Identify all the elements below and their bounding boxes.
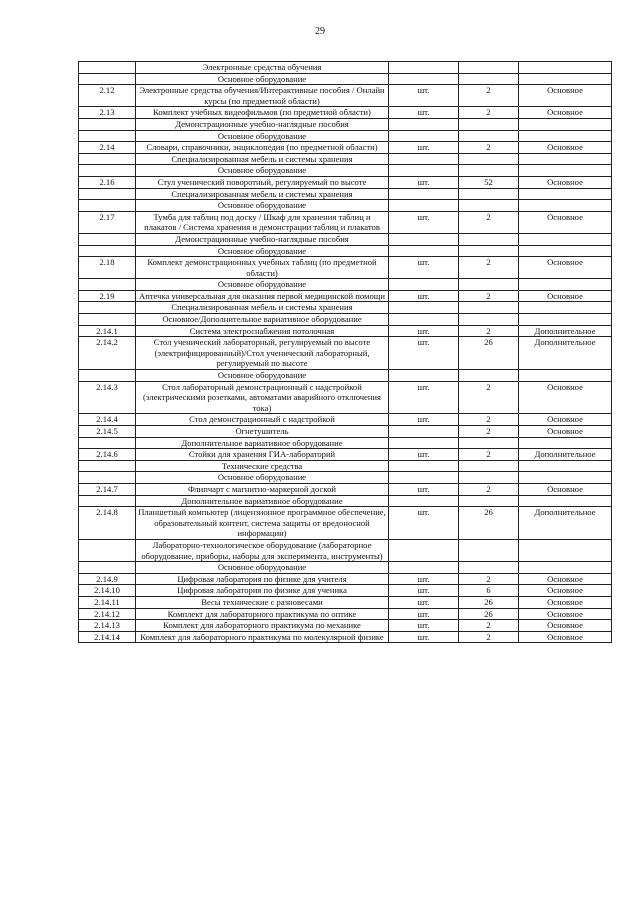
unit-cell [389,279,459,291]
type-cell [519,314,612,326]
section-row [79,302,612,314]
quantity-cell [459,472,519,484]
unit-cell: шт. [389,620,459,632]
table-row [79,573,612,585]
section-title: Основное оборудование [136,245,389,257]
table-row [79,507,612,540]
quantity-cell [459,188,519,200]
type-cell [519,472,612,484]
unit-cell [389,200,459,212]
quantity-cell [459,495,519,507]
unit-cell: шт. [389,483,459,495]
table-row [79,337,612,370]
table-row [79,449,612,461]
unit-cell [389,233,459,245]
item-name: Аптечка универсальная для оказания первой медицинской помощи [136,290,389,302]
number-cell [79,539,136,561]
type-cell [519,279,612,291]
section-row [79,153,612,165]
item-number: 2.14.14 [79,631,136,643]
item-name: Комплект для лабораторного практикума по молекулярной физике [136,631,389,643]
item-name: Флипчарт с магнитно-маркерной доской [136,483,389,495]
unit-cell: шт. [389,325,459,337]
quantity-cell [459,118,519,130]
item-number: 2.14.7 [79,483,136,495]
type-cell [519,130,612,142]
unit-cell [389,426,459,438]
table-row [79,381,612,414]
unit-cell [389,188,459,200]
type-cell [519,562,612,574]
item-number: 2.17 [79,211,136,233]
item-name: Цифровая лаборатория по физике для учителя [136,573,389,585]
quantity-cell: 26 [459,596,519,608]
table-row [79,620,612,632]
quantity-cell [459,73,519,85]
unit-cell [389,245,459,257]
type-cell: Основное [519,414,612,426]
section-row [79,73,612,85]
type-cell: Основное [519,596,612,608]
number-cell [79,188,136,200]
unit-cell [389,437,459,449]
item-name: Весы технические с разновесами [136,596,389,608]
section-title: Специализированная мебель и системы хранения [136,302,389,314]
quantity-cell [459,539,519,561]
table-row [79,426,612,438]
unit-cell: шт. [389,573,459,585]
type-cell [519,62,612,74]
section-row [79,437,612,449]
type-cell: Основное [519,85,612,107]
type-cell: Основное [519,176,612,188]
type-cell [519,165,612,177]
number-cell [79,437,136,449]
section-title: Специализированная мебель и системы хранения [136,153,389,165]
quantity-cell: 6 [459,585,519,597]
quantity-cell: 2 [459,211,519,233]
number-cell [79,245,136,257]
quantity-cell [459,437,519,449]
section-row [79,370,612,382]
section-row [79,62,612,74]
quantity-cell: 2 [459,107,519,119]
unit-cell [389,562,459,574]
unit-cell: шт. [389,142,459,154]
unit-cell: шт. [389,414,459,426]
item-name: Стол демонстрационный с надстройкой [136,414,389,426]
unit-cell [389,370,459,382]
type-cell [519,153,612,165]
section-title: Основное оборудование [136,73,389,85]
table-row [79,176,612,188]
number-cell [79,314,136,326]
table-row [79,483,612,495]
type-cell [519,245,612,257]
type-cell: Дополнительное [519,449,612,461]
unit-cell: шт. [389,507,459,540]
section-row [79,245,612,257]
unit-cell: шт. [389,290,459,302]
type-cell: Основное [519,142,612,154]
quantity-cell: 2 [459,142,519,154]
item-number: 2.13 [79,107,136,119]
number-cell [79,279,136,291]
quantity-cell [459,314,519,326]
quantity-cell: 26 [459,337,519,370]
item-number: 2.14.11 [79,596,136,608]
section-title: Основное оборудование [136,200,389,212]
number-cell [79,153,136,165]
section-row [79,165,612,177]
quantity-cell: 26 [459,608,519,620]
item-name: Система электроснабжения потолочная [136,325,389,337]
section-title: Электронные средства обучения [136,62,389,74]
quantity-cell [459,245,519,257]
section-row [79,495,612,507]
type-cell: Основное [519,257,612,279]
item-name: Стол ученический лабораторный, регулируемый по высоте (электрифицированный)/Стол ученический лабораторный, регулируемый по высоте [136,337,389,370]
quantity-cell [459,562,519,574]
item-number: 2.19 [79,290,136,302]
unit-cell: шт. [389,257,459,279]
item-name: Стол лабораторный демонстрационный с надстройкой (электрическими розетками, автоматами аварийного отключения тока) [136,381,389,414]
table-row [79,257,612,279]
section-title: Основное/Дополнительное вариативное оборудование [136,314,389,326]
type-cell [519,460,612,472]
type-cell: Основное [519,483,612,495]
type-cell: Основное [519,426,612,438]
table-row [79,631,612,643]
item-name: Огнетушитель [136,426,389,438]
section-row [79,188,612,200]
type-cell: Основное [519,608,612,620]
unit-cell [389,165,459,177]
item-name: Стойки для хранения ГИА-лабораторий [136,449,389,461]
section-title: Демонстрационные учебно-наглядные пособия [136,233,389,245]
type-cell: Основное [519,290,612,302]
item-name: Тумба для таблиц под доску / Шкаф для хранения таблиц и плакатов / Система хранения и демонстрации таблиц и плакатов [136,211,389,233]
number-cell [79,495,136,507]
number-cell [79,130,136,142]
type-cell: Дополнительное [519,325,612,337]
unit-cell [389,495,459,507]
table-row [79,325,612,337]
type-cell: Дополнительное [519,337,612,370]
quantity-cell [459,460,519,472]
table-row [79,107,612,119]
type-cell [519,539,612,561]
table-row [79,414,612,426]
table-row [79,211,612,233]
type-cell [519,200,612,212]
unit-cell [389,472,459,484]
number-cell [79,562,136,574]
item-number: 2.14.8 [79,507,136,540]
item-number: 2.12 [79,85,136,107]
number-cell [79,73,136,85]
quantity-cell: 2 [459,85,519,107]
section-row [79,472,612,484]
item-number: 2.14.13 [79,620,136,632]
quantity-cell: 2 [459,325,519,337]
quantity-cell: 2 [459,449,519,461]
type-cell: Основное [519,381,612,414]
quantity-cell [459,302,519,314]
section-title: Демонстрационные учебно-наглядные пособия [136,118,389,130]
item-number: 2.14.9 [79,573,136,585]
quantity-cell: 2 [459,426,519,438]
type-cell: Основное [519,211,612,233]
quantity-cell [459,279,519,291]
section-row [79,233,612,245]
type-cell [519,437,612,449]
item-number: 2.14.2 [79,337,136,370]
quantity-cell [459,200,519,212]
item-name: Комплект демонстрационных учебных таблиц (по предметной области) [136,257,389,279]
item-number: 2.14 [79,142,136,154]
item-number: 2.18 [79,257,136,279]
quantity-cell [459,370,519,382]
quantity-cell: 2 [459,414,519,426]
type-cell: Основное [519,585,612,597]
number-cell [79,460,136,472]
unit-cell: шт. [389,337,459,370]
section-row [79,562,612,574]
quantity-cell: 2 [459,381,519,414]
table-row [79,142,612,154]
item-number: 2.14.10 [79,585,136,597]
unit-cell: шт. [389,608,459,620]
section-title: Основное оборудование [136,279,389,291]
unit-cell [389,73,459,85]
number-cell [79,370,136,382]
section-title: Основное оборудование [136,130,389,142]
item-name: Стул ученический поворотный, регулируемый по высоте [136,176,389,188]
quantity-cell [459,130,519,142]
quantity-cell: 2 [459,290,519,302]
unit-cell [389,130,459,142]
section-title: Специализированная мебель и системы хранения [136,188,389,200]
unit-cell: шт. [389,631,459,643]
item-name: Электронные средства обучения/Интерактивные пособия / Онлайн курсы (по предметной области) [136,85,389,107]
unit-cell: шт. [389,585,459,597]
type-cell: Основное [519,631,612,643]
equipment-table-body [79,62,612,643]
unit-cell [389,539,459,561]
item-number: 2.14.6 [79,449,136,461]
section-row [79,460,612,472]
unit-cell: шт. [389,85,459,107]
item-name: Словари, справочники, энциклопедия (по предметной области) [136,142,389,154]
section-title: Основное оборудование [136,472,389,484]
unit-cell: шт. [389,596,459,608]
quantity-cell [459,153,519,165]
unit-cell [389,118,459,130]
quantity-cell: 2 [459,573,519,585]
table-row [79,608,612,620]
unit-cell: шт. [389,176,459,188]
item-name: Комплект для лабораторного практикума по механике [136,620,389,632]
number-cell [79,118,136,130]
section-row [79,279,612,291]
type-cell [519,188,612,200]
type-cell [519,118,612,130]
item-number: 2.14.5 [79,426,136,438]
section-row [79,200,612,212]
number-cell [79,472,136,484]
type-cell: Основное [519,620,612,632]
table-row [79,596,612,608]
unit-cell [389,62,459,74]
item-number: 2.14.12 [79,608,136,620]
page-number: 29 [315,26,325,37]
item-number: 2.14.1 [79,325,136,337]
unit-cell: шт. [389,211,459,233]
item-number: 2.16 [79,176,136,188]
quantity-cell: 2 [459,257,519,279]
quantity-cell: 2 [459,631,519,643]
section-row [79,130,612,142]
unit-cell: шт. [389,449,459,461]
type-cell: Основное [519,573,612,585]
unit-cell: шт. [389,381,459,414]
number-cell [79,233,136,245]
item-name: Цифровая лаборатория по физике для ученика [136,585,389,597]
number-cell [79,302,136,314]
table-row [79,85,612,107]
quantity-cell: 2 [459,620,519,632]
section-title: Технические средства [136,460,389,472]
quantity-cell [459,233,519,245]
type-cell: Дополнительное [519,507,612,540]
type-cell [519,73,612,85]
section-title: Дополнительное вариативное оборудование [136,495,389,507]
unit-cell [389,153,459,165]
number-cell [79,200,136,212]
type-cell: Основное [519,107,612,119]
table-row [79,585,612,597]
section-row [79,118,612,130]
section-title: Основное оборудование [136,562,389,574]
quantity-cell: 52 [459,176,519,188]
unit-cell [389,460,459,472]
item-name: Комплект учебных видеофильмов (по предметной области) [136,107,389,119]
quantity-cell: 2 [459,483,519,495]
section-title: Лабораторно-технологическое оборудование (лабораторное оборудование, приборы, наборы для эксперимента, инструменты) [136,539,389,561]
type-cell [519,302,612,314]
number-cell [79,62,136,74]
section-title: Основное оборудование [136,165,389,177]
type-cell [519,370,612,382]
section-title: Дополнительное вариативное оборудование [136,437,389,449]
type-cell [519,233,612,245]
unit-cell [389,314,459,326]
item-name: Планшетный компьютер (лицензионное программное обеспечение, образовательный контент, система защиты от вредоносной информации) [136,507,389,540]
type-cell [519,495,612,507]
section-row [79,539,612,561]
item-number: 2.14.4 [79,414,136,426]
section-row [79,314,612,326]
number-cell [79,165,136,177]
table-row [79,290,612,302]
quantity-cell [459,165,519,177]
equipment-table [78,61,612,643]
quantity-cell: 26 [459,507,519,540]
unit-cell: шт. [389,107,459,119]
section-title: Основное оборудование [136,370,389,382]
quantity-cell [459,62,519,74]
unit-cell [389,302,459,314]
item-name: Комплект для лабораторного практикума по оптике [136,608,389,620]
item-number: 2.14.3 [79,381,136,414]
